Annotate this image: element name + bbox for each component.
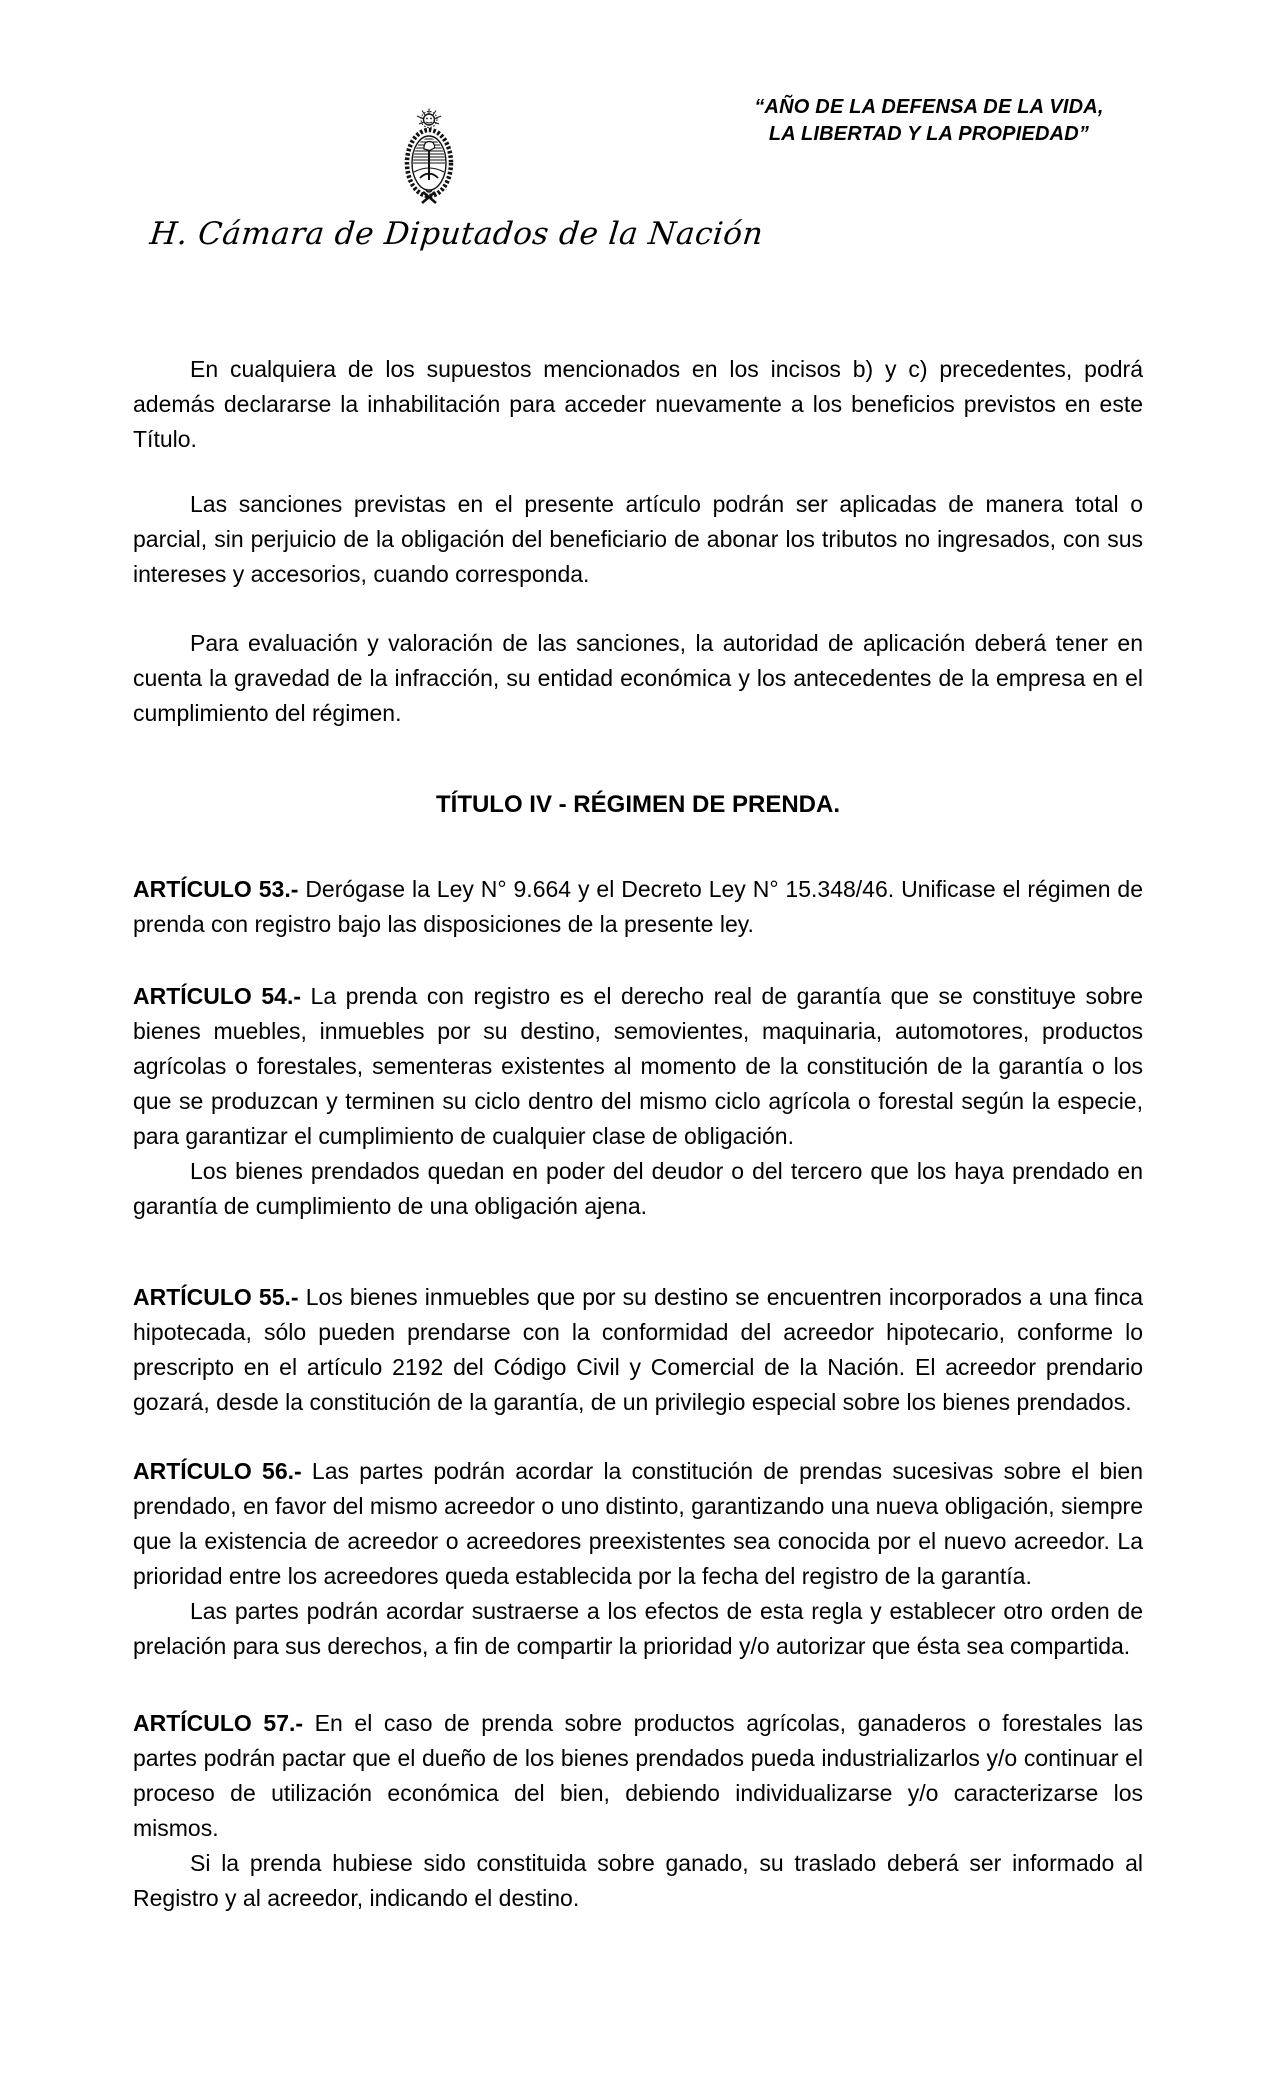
document-body bbox=[133, 340, 1143, 1916]
section-heading: TÍTULO IV - RÉGIMEN DE PRENDA. bbox=[435, 791, 840, 818]
article-56-text: Las partes podrán acordar la constitución de prendas sucesivas sobre el bien prendado, en favor del mismo acreedor o uno distinto, garantizando una nueva obligación, siempre que la existencia de acreedor o acreedores preexistentes sea conocida por el nuevo acreedor. La prioridad entre los acreedores queda establecida por la fecha del registro de la garantía. bbox=[133, 1458, 1143, 1589]
article-53-label: ARTÍCULO 53.- bbox=[133, 876, 299, 902]
article-57-label: ARTÍCULO 57.- bbox=[133, 1710, 304, 1736]
article-55 bbox=[133, 1280, 1143, 1420]
article-55-text: Los bienes inmuebles que por su destino se encuentren incorporados a una finca hipotecada, sólo pueden prendarse con la conformidad del acreedor hipotecario, conforme lo prescripto en el artículo 2192 del Código Civil y Comercial de la Nación. El acreedor prendario gozará, desde la constitución de la garantía, de un privilegio especial sobre los bienes prendados. bbox=[133, 1284, 1143, 1415]
year-motto-line2: LA LIBERTAD Y LA PROPIEDAD” bbox=[768, 123, 1090, 145]
article-54-text: La prenda con registro es el derecho real de garantía que se constituye sobre bienes muebles, inmuebles por su destino, semovientes, maquinaria, automotores, productos agrícolas o forestales, sementeras existentes al momento de la constitución de la garantía o los que se produzcan y terminen su ciclo dentro del mismo ciclo agrícola o forestal según la especie, para garantizar el cumplimiento de cualquier clase de obligación. bbox=[133, 983, 1143, 1149]
article-56 bbox=[133, 1454, 1143, 1594]
argentina-coat-of-arms-icon bbox=[396, 108, 462, 208]
article-54-paragraph-2: Los bienes prendados quedan en poder del deudor o del tercero que los haya prendado en garantía de cumplimiento de una obligación ajena. bbox=[133, 1158, 1143, 1219]
article-57-text: En el caso de prenda sobre productos agrícolas, ganaderos o forestales las partes podrán pactar que el dueño de los bienes prendados pueda industrializarlos y/o continuar el proceso de utilización económica del bien, debiendo individualizarse y/o caracterizarse los mismos. bbox=[133, 1710, 1143, 1841]
year-motto-line1: “AÑO DE LA DEFENSA DE LA VIDA, bbox=[754, 96, 1104, 118]
article-55-label: ARTÍCULO 55.- bbox=[133, 1284, 299, 1310]
intro-paragraph-2: Las sanciones previstas en el presente artículo podrán ser aplicadas de manera total o parcial, sin perjuicio de la obligación del beneficiario de abonar los tributos no ingresados, con sus intereses y accesorios, cuando corresponda. bbox=[133, 491, 1143, 587]
article-54-label: ARTÍCULO 54.- bbox=[133, 983, 301, 1009]
article-54 bbox=[133, 979, 1143, 1154]
article-53-text: Derógase la Ley N° 9.664 y el Decreto Ley N° 15.348/46. Unificase el régimen de prenda con registro bajo las disposiciones de la presente ley. bbox=[133, 876, 1144, 937]
intro-paragraph-1: En cualquiera de los supuestos mencionados en los incisos b) y c) precedentes, podrá además declararse la inhabilitación para acceder nuevamente a los beneficios previstos en este Título. bbox=[133, 356, 1143, 452]
article-53 bbox=[133, 872, 1143, 942]
intro-paragraph-3: Para evaluación y valoración de las sanciones, la autoridad de aplicación deberá tener en cuenta la gravedad de la infracción, su entidad económica y los antecedentes de la empresa en el cumplimiento del régimen. bbox=[133, 630, 1143, 726]
article-57-paragraph-2: Si la prenda hubiese sido constituida sobre ganado, su traslado deberá ser informado al Registro y al acreedor, indicando el destino. bbox=[133, 1850, 1143, 1911]
article-56-paragraph-2: Las partes podrán acordar sustraerse a los efectos de esta regla y establecer otro orden de prelación para sus derechos, a fin de compartir la prioridad y/o autorizar que ésta sea compartida. bbox=[133, 1598, 1143, 1659]
article-57 bbox=[133, 1706, 1143, 1846]
article-56-label: ARTÍCULO 56.- bbox=[133, 1458, 302, 1484]
year-motto bbox=[713, 94, 1145, 148]
institution-name: H. Cámara de Diputados de la Nación bbox=[148, 216, 766, 252]
